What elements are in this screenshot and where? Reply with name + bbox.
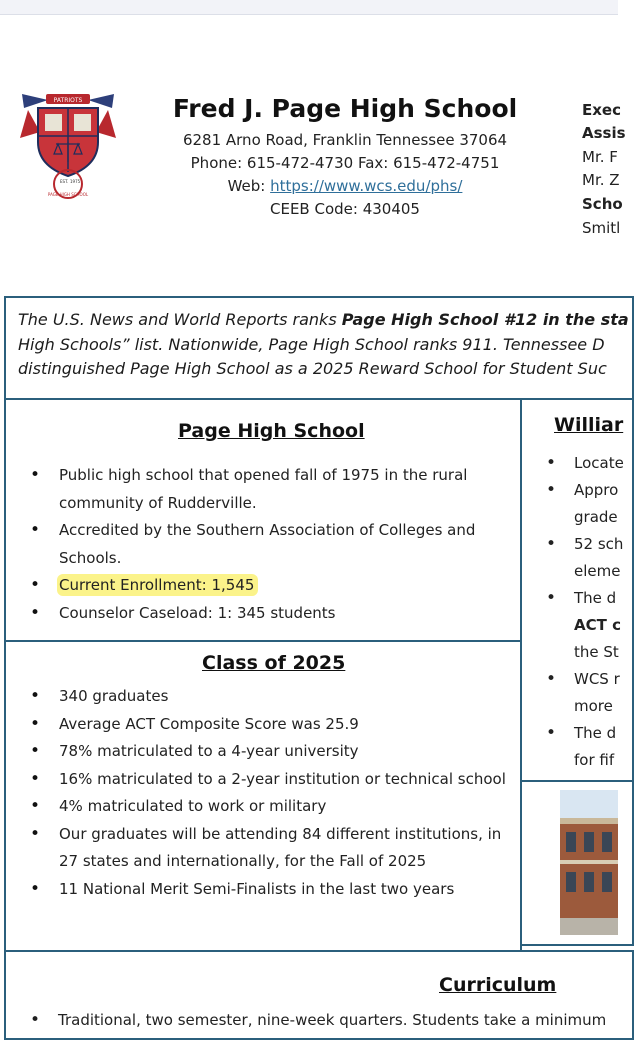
- school-building-photo: [560, 790, 618, 935]
- list-item: • Appro: [546, 477, 624, 504]
- list-item: • 52 sch: [546, 531, 624, 558]
- enrollment-highlight: Current Enrollment: 1,545: [57, 574, 258, 596]
- list-item: • Locate: [546, 450, 624, 477]
- list-item: • 340 graduates: [30, 683, 512, 711]
- svg-text:1975: 1975: [70, 179, 81, 184]
- svg-text:EST.: EST.: [60, 179, 69, 184]
- bullet: •: [30, 1010, 41, 1030]
- list-item: • Public high school that opened fall of 1975 in the rural community of Rudderville.: [30, 462, 500, 517]
- school-crest-logo: [18, 92, 118, 202]
- svg-text:PAGE HIGH SCHOOL: PAGE HIGH SCHOOL: [47, 192, 89, 197]
- intro-line-1: The U.S. News and World Reports ranks Page High School #12 in the sta: [18, 310, 629, 329]
- list-item: • WCS r: [546, 666, 624, 693]
- school-web: [160, 177, 530, 195]
- list-item: [30, 572, 500, 600]
- side-header-line-6: Smitl: [582, 219, 621, 237]
- williamson-list: [546, 450, 624, 774]
- list-item: • 16% matriculated to a 2-year institution or technical school: [30, 766, 512, 794]
- side-header-line-3: Mr. F: [582, 148, 618, 166]
- page-high-title: Page High School: [178, 420, 365, 442]
- side-header-line-4: Mr. Z: [582, 171, 620, 189]
- list-item-continued: more: [574, 697, 613, 715]
- side-header-line-2: Assis: [582, 124, 626, 142]
- list-item: • Average ACT Composite Score was 25.9: [30, 711, 512, 739]
- list-item: • 4% matriculated to work or military: [30, 793, 512, 821]
- top-toolbar-strip: [0, 0, 618, 15]
- list-item: • 78% matriculated to a 4-year university: [30, 738, 512, 766]
- side-header-line-5: Scho: [582, 195, 623, 213]
- list-item-continued: the St: [574, 643, 619, 661]
- class-2025-title: Class of 2025: [202, 652, 346, 674]
- intro-line-3: distinguished Page High School as a 2025 Reward School for Student Suc: [18, 359, 607, 378]
- curriculum-first-line: Traditional, two semester, nine-week quarters. Students take a minimum: [58, 1011, 607, 1029]
- class-2025-list: [30, 683, 512, 903]
- list-item-continued: for fif: [574, 751, 615, 769]
- rankings-intro: [18, 308, 638, 382]
- side-header-line-1: Exec: [582, 101, 621, 119]
- list-item: • Our graduates will be attending 84 different institutions, in 27 states and internationally, for the Fall of 2025: [30, 821, 512, 876]
- list-item-continued: ACT c: [574, 616, 621, 634]
- page-high-list: [30, 462, 500, 627]
- school-address: 6281 Arno Road, Franklin Tennessee 37064: [182, 131, 508, 149]
- list-item: • The d: [546, 720, 624, 747]
- ceeb-code: CEEB Code: 430405: [270, 200, 420, 218]
- list-item: • Counselor Caseload: 1: 345 students: [30, 600, 500, 628]
- school-website-link[interactable]: https://www.wcs.edu/phs/: [270, 177, 463, 195]
- web-label: Web:: [227, 177, 271, 195]
- curriculum-title: Curriculum: [439, 974, 557, 996]
- list-item: • Accredited by the Southern Association of Colleges and Schools.: [30, 517, 500, 572]
- williamson-title: Williar: [554, 414, 624, 436]
- intro-line-2: High Schools” list. Nationwide, Page High School ranks 911. Tennessee D: [18, 334, 605, 354]
- list-item: • The d: [546, 585, 624, 612]
- list-item-continued: grade: [574, 508, 618, 526]
- school-phone-fax: Phone: 615-472-4730 Fax: 615-472-4751: [190, 154, 500, 172]
- list-item-continued: eleme: [574, 562, 621, 580]
- school-name-heading: Fred J. Page High School: [172, 94, 518, 123]
- svg-text:PATRIOTS: PATRIOTS: [53, 97, 83, 104]
- list-item: • 11 National Merit Semi-Finalists in the last two years: [30, 876, 512, 904]
